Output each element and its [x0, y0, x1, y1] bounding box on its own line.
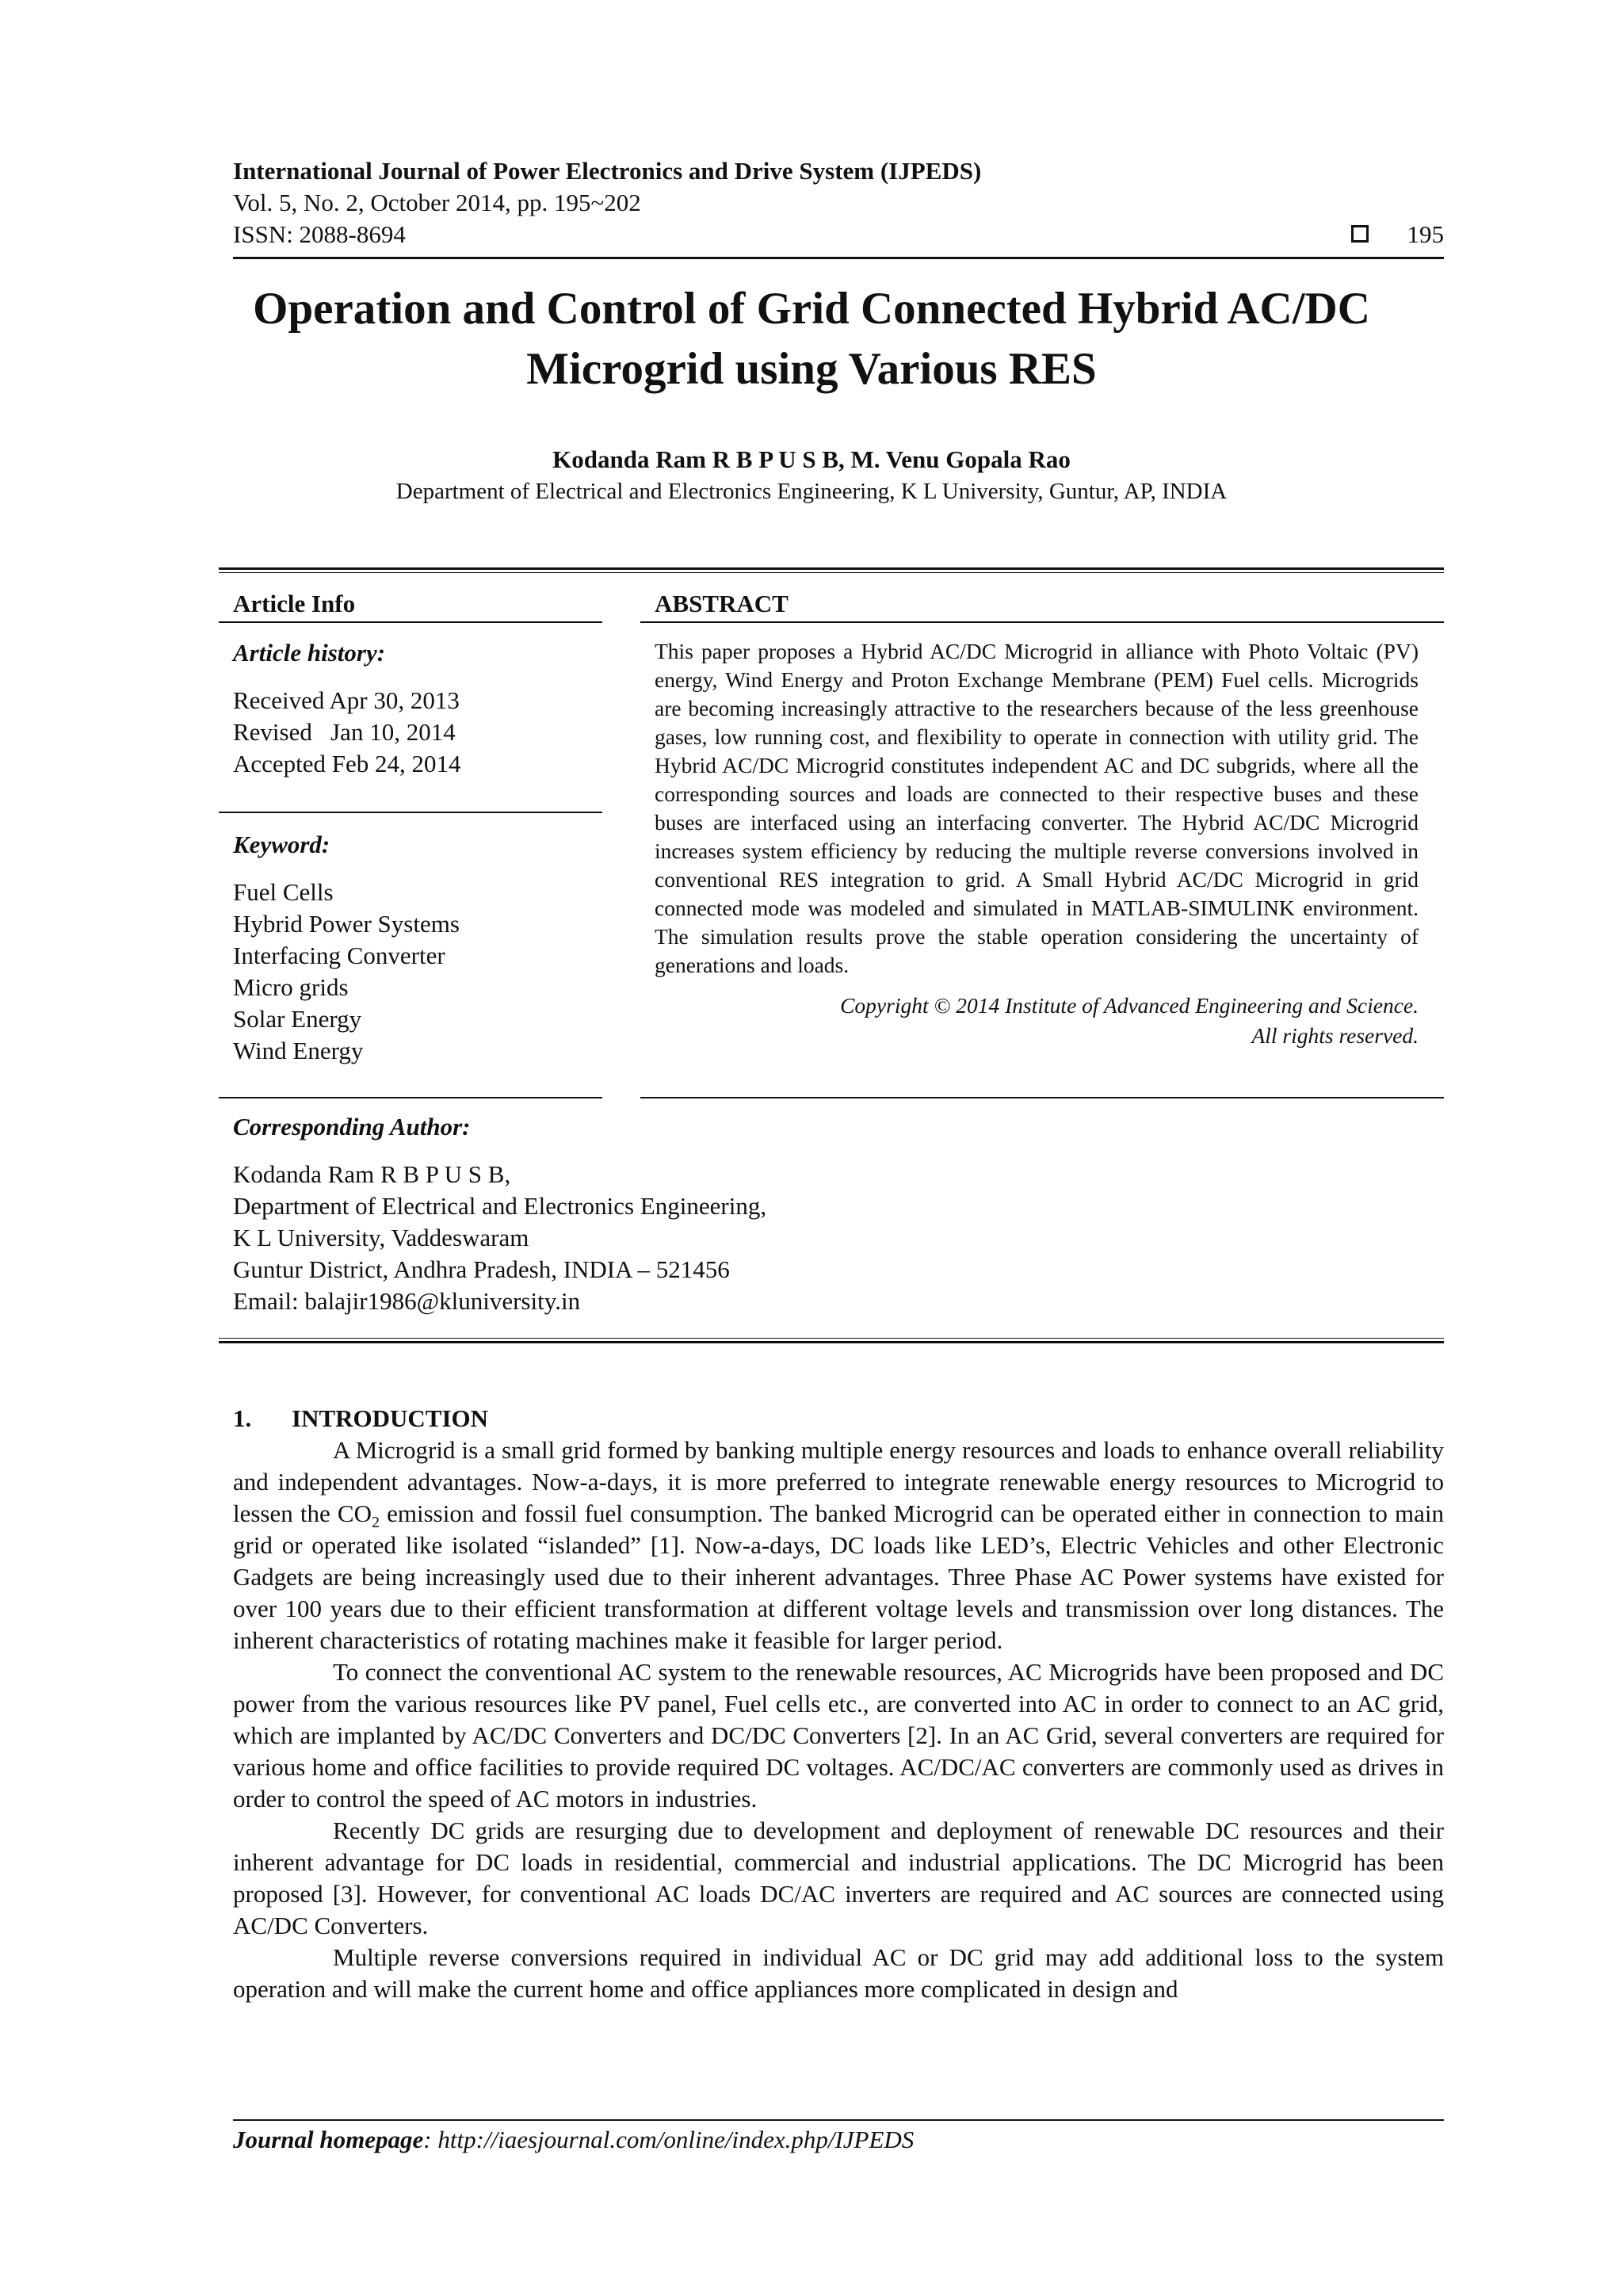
journal-header: [233, 155, 1444, 250]
article-info-underline: [219, 621, 602, 623]
keyword-item: Fuel Cells: [233, 878, 334, 906]
title-line-2: Microgrid using Various RES: [526, 344, 1097, 394]
info-box-top-rule-thin: [219, 572, 1444, 573]
journal-volume: Vol. 5, No. 2, October 2014, pp. 195~202: [233, 189, 641, 216]
history-received: Received Apr 30, 2013: [233, 686, 460, 714]
affiliation: Department of Electrical and Electronics Engineering, K L University, Guntur, AP, INDIA: [395, 479, 1228, 504]
corresponding-email: Email: balajir1986@kluniversity.in: [233, 1287, 581, 1315]
copyright-line-2: All rights reserved.: [1251, 1023, 1419, 1048]
paragraph-1-text-b: emission and fossil fuel consumption. The banked Microgrid can be operated either in connection to main grid or operated like isolated “islanded” [1]. Now-a-days, DC loads like LED’s, Electric Vehicles and other Electronic Gadgets are being increasingly used due to their inherent advantages. Three Phase AC Power systems have existed for over 100 years due to their efficient transformation at different voltage levels and transmission over long distances. The inherent characteristics of rotating machines make it feasible for larger period.: [233, 1499, 1444, 1654]
paragraph-1-text-a: A Microgrid is a small grid formed by banking multiple energy resources and loads to enhance overall reliability and independent advantages. Now-a-days, it is more preferred to integrate renewable energy resources to Microgrid to lessen the CO: [233, 1436, 1444, 1527]
authors: Kodanda Ram R B P U S B, M. Venu Gopala Rao: [552, 445, 1071, 473]
article-info-heading: Article Info: [233, 590, 356, 617]
article-history-heading: Article history:: [233, 639, 386, 667]
homepage-colon: :: [423, 2126, 432, 2153]
copyright-line-1: Copyright © 2014 Institute of Advanced Engineering and Science.: [840, 993, 1419, 1018]
abstract-text: This paper proposes a Hybrid AC/DC Microgrid in alliance with Photo Voltaic (PV) energy, Wind Energy and Proton Exchange Membrane (PEM) Fuel cells. Microgrids are becoming increasingly attractive to the researchers because of the less greenhouse gases, low running cost, and flexibility to operate in connection with utility grid. The Hybrid AC/DC Microgrid constitutes independent AC and DC subgrids, where all the corresponding sources and loads are connected to their respective buses and these buses are interfaced using an interfacing converter. The Hybrid AC/DC Microgrid increases system efficiency by reducing the multiple reverse conversions involved in conventional RES integration to grid. A Small Hybrid AC/DC Microgrid in grid connected mode was modeled and simulated in MATLAB-SIMULINK environment. The simulation results prove the stable operation considering the uncertainty of generations and loads.: [655, 639, 1419, 977]
corresponding-author: [233, 1111, 1184, 1317]
section-title: INTRODUCTION: [292, 1404, 489, 1432]
page-number: 195: [1407, 220, 1444, 248]
corresponding-line: Guntur District, Andhra Pradesh, INDIA – 521456: [233, 1255, 730, 1283]
section-number: 1.: [233, 1404, 252, 1432]
corresponding-line: Kodanda Ram R B P U S B,: [233, 1160, 511, 1188]
paragraph-4: Multiple reverse conversions required in individual AC or DC grid may add additional loss to the system operation and will make the current home and office appliances more complicated in design and: [233, 1943, 1444, 2003]
homepage-label: Journal homepage: [233, 2126, 424, 2153]
keyword-item: Interfacing Converter: [233, 942, 445, 969]
paragraph-2: To connect the conventional AC system to the renewable resources, AC Microgrids have been proposed and DC power from the various resources like PV panel, Fuel cells etc., are converted into AC in order to connect to an AC grid, which are implanted by AC/DC Converters and DC/DC Converters [2]. In an AC Grid, several converters are required for various home and office facilities to provide required DC voltages. AC/DC/AC converters are commonly used as drives in order to control the speed of AC motors in industries.: [233, 1658, 1444, 1813]
keyword-item: Micro grids: [233, 973, 349, 1001]
info-box-bottom-rule-thin: [219, 1338, 1444, 1339]
keyword-item: Solar Energy: [233, 1005, 362, 1033]
article-info-heading-block: [233, 588, 598, 620]
journal-homepage: [233, 2124, 914, 2156]
history-revised: Revised Jan 10, 2014: [233, 718, 456, 746]
abstract-heading: ABSTRACT: [655, 590, 789, 617]
info-box-bottom-rule: [219, 1341, 1444, 1343]
history-accepted: Accepted Feb 24, 2014: [233, 750, 461, 777]
corresponding-line: K L University, Vaddeswaram: [233, 1224, 529, 1251]
abstract-bottom-rule: [640, 1097, 1444, 1098]
abstract-underline: [640, 621, 1444, 623]
homepage-url[interactable]: http://iaesjournal.com/online/index.php/IJPEDS: [431, 2126, 915, 2153]
keyword-item: Hybrid Power Systems: [233, 910, 460, 938]
corresponding-heading: Corresponding Author:: [233, 1113, 471, 1140]
keyword-divider: [219, 1097, 602, 1098]
paper-title: [190, 279, 1433, 399]
abstract: [655, 637, 1419, 1051]
corresponding-line: Department of Electrical and Electronics Engineering,: [233, 1192, 767, 1220]
keyword-heading: Keyword:: [233, 831, 330, 858]
abstract-heading-block: [655, 588, 1419, 620]
keywords: [233, 829, 598, 1067]
paragraph-1: [233, 1435, 1444, 1656]
issn-row: [233, 219, 1444, 250]
journal-name: International Journal of Power Electronics and Drive System (IJPEDS): [233, 157, 982, 185]
co2-subscript: 2: [371, 1514, 380, 1532]
title-line-1: Operation and Control of Grid Connected Hybrid AC/DC: [253, 284, 1370, 334]
checkbox-square-icon: [1351, 225, 1369, 243]
section-heading: [233, 1403, 1444, 1435]
issn: ISSN: 2088-8694: [233, 220, 406, 248]
footer-divider: [233, 2119, 1444, 2121]
introduction-section: [233, 1403, 1444, 2005]
article-history: [233, 637, 598, 780]
keyword-item: Wind Energy: [233, 1037, 364, 1064]
history-divider: [219, 812, 602, 813]
paragraph-3: Recently DC grids are resurging due to development and deployment of renewable DC resources and their inherent advantage for DC loads in residential, commercial and industrial applications. The DC Microgrid has been proposed [3]. However, for conventional AC loads DC/AC inverters are required and AC sources are connected using AC/DC Converters.: [233, 1817, 1444, 1939]
header-divider: [233, 257, 1444, 259]
info-box-top-rule: [219, 567, 1444, 570]
